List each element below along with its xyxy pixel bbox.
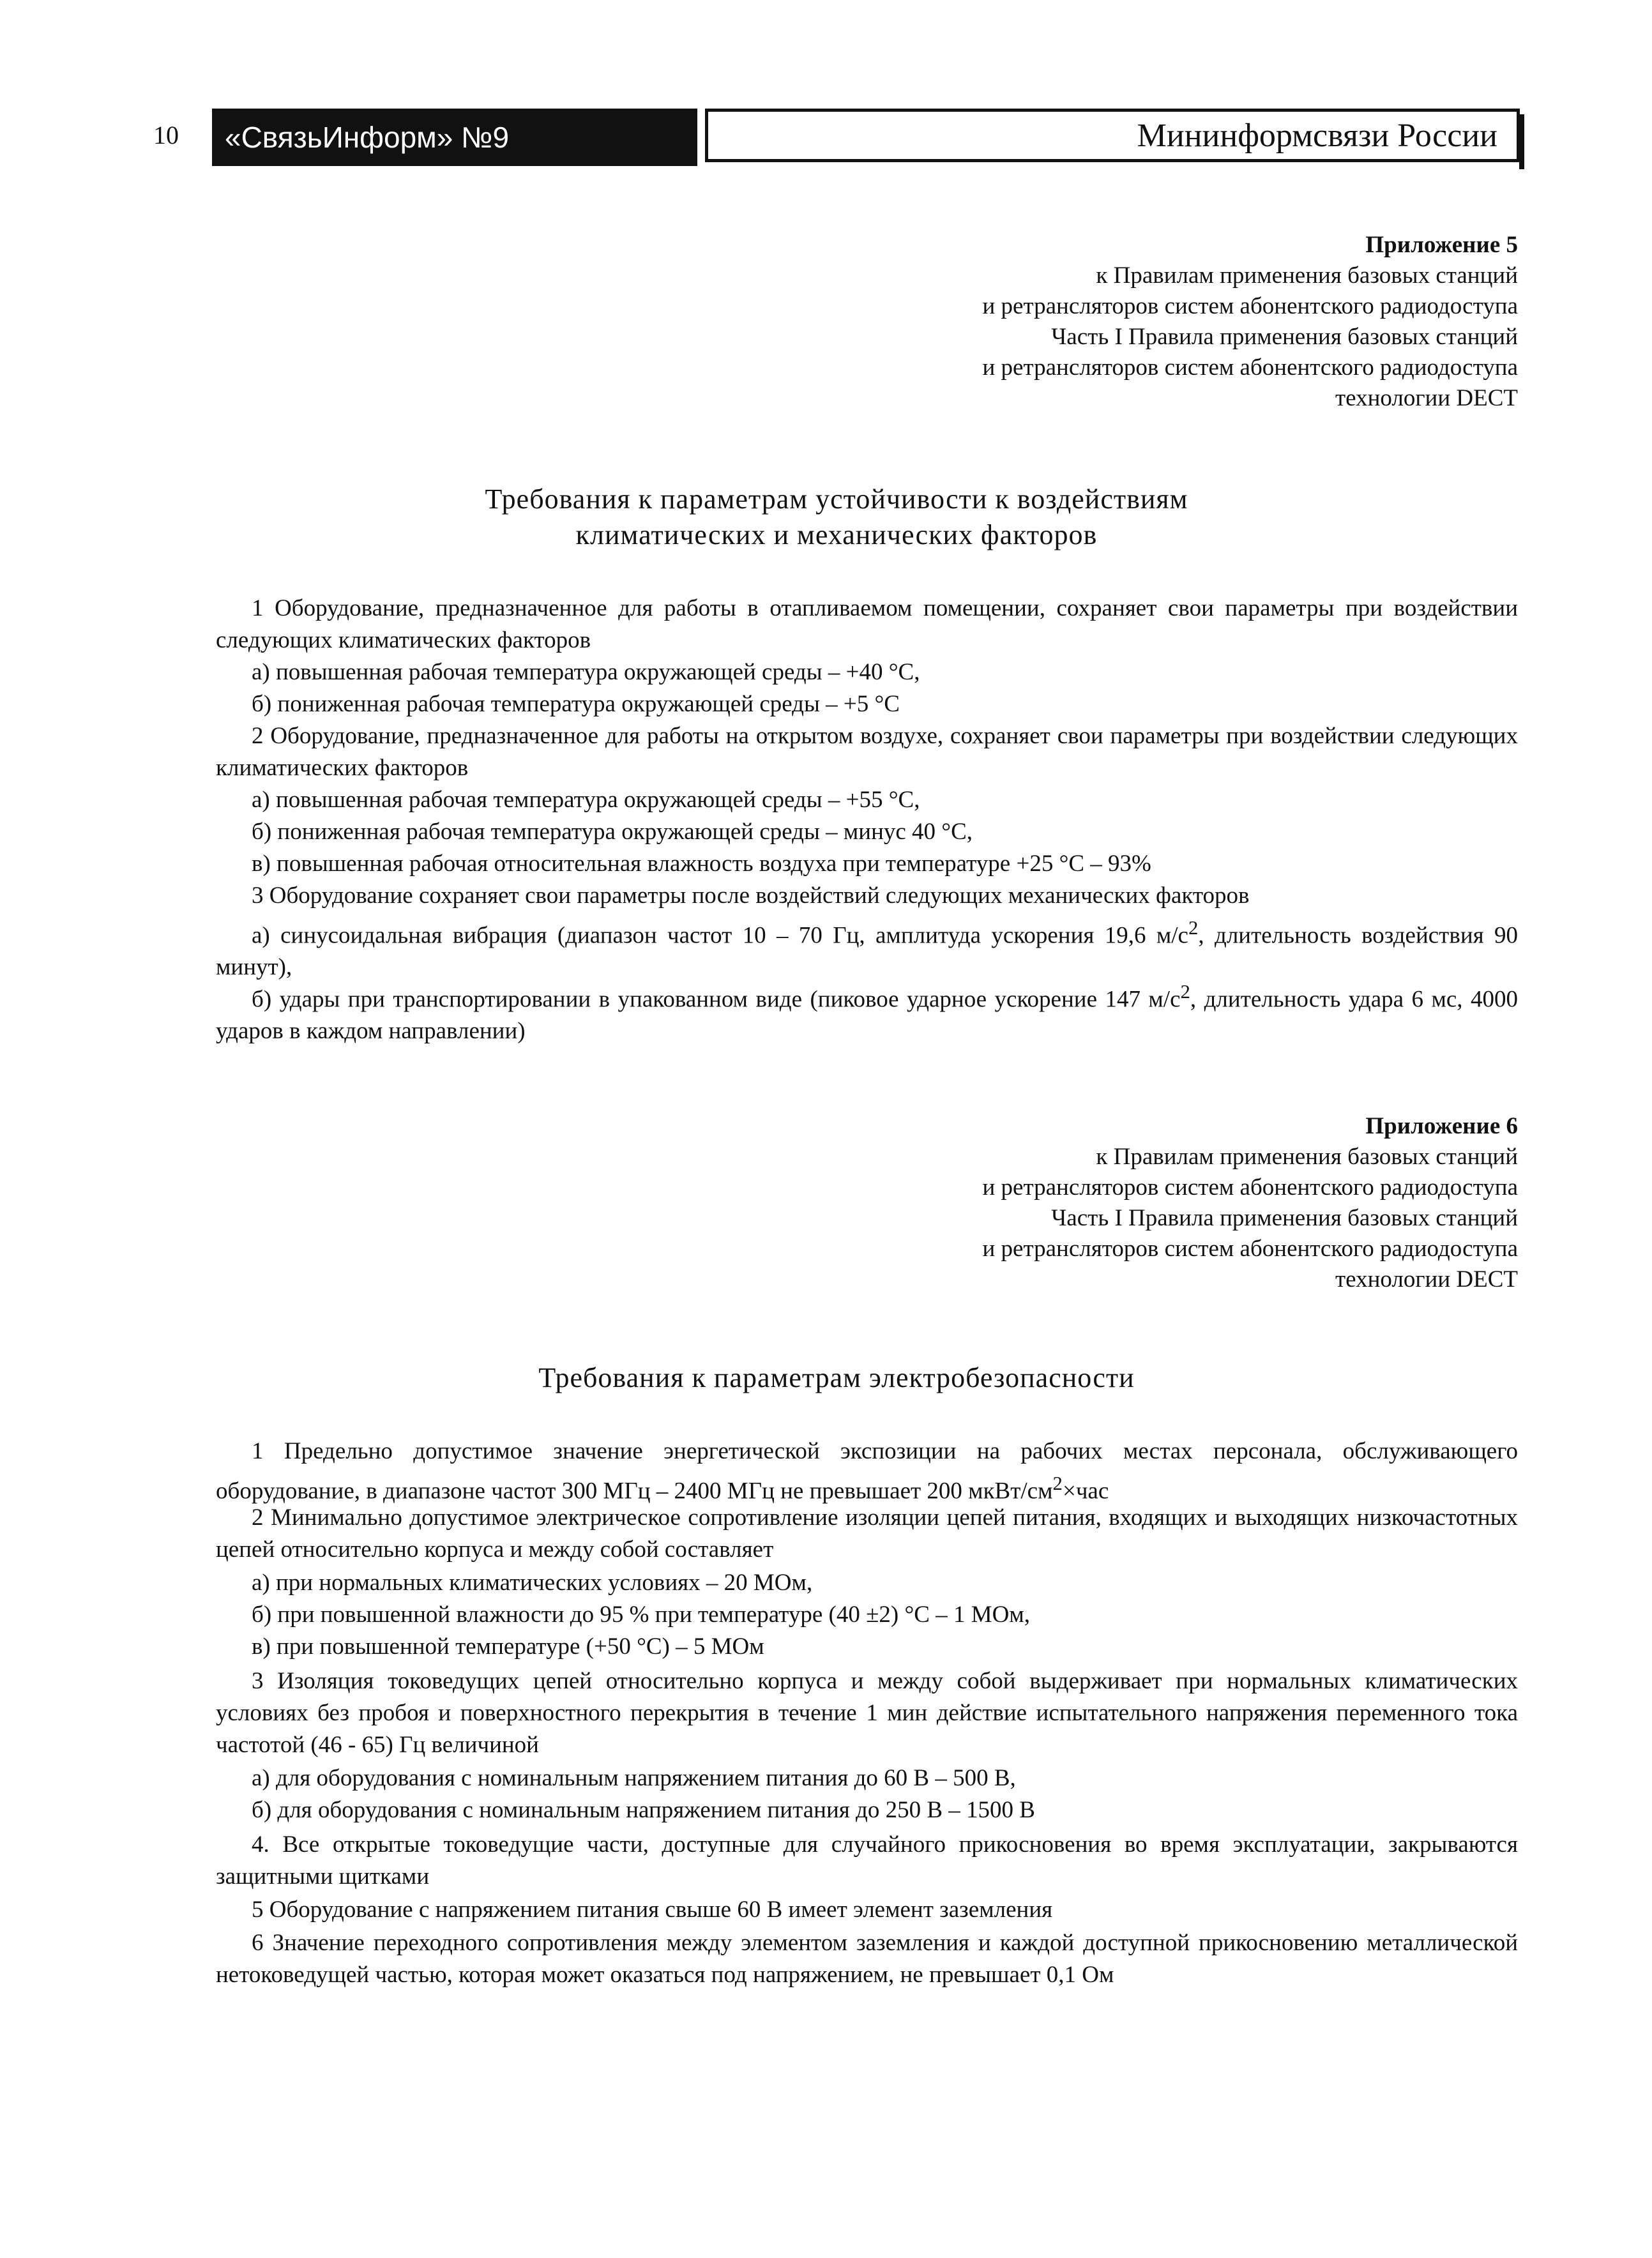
a5-paragraph-1: 1 Оборудование, предназначенное для работы в отапливаемом помещении, сохраняет свои параметры при воздействии следующих климатических факторов [216, 595, 1518, 653]
a5-item-1a: а) повышенная рабочая температура окружающей среды – +40 °С, [252, 659, 920, 685]
text-run: , длительность удара 6 мс, 4000 ударов в каждом направлении) [216, 986, 1518, 1045]
superscript: 2 [1188, 917, 1199, 939]
publication-label: «СвязьИнформ» №9 [212, 109, 697, 166]
a5-paragraph-2: 2 Оборудование, предназначенное для работы на открытом воздухе, сохраняет свои параметры при воздействии следующих климатических факторов [216, 723, 1518, 781]
appendix-6-line: к Правилам применения базовых станций [1096, 1144, 1518, 1170]
appendix-5-heading [153, 481, 1520, 553]
page-header [153, 109, 1520, 170]
a5-item-3b [216, 976, 1518, 1047]
appendix-6-line: технологии DECT [1335, 1266, 1518, 1292]
page-number: 10 [153, 121, 179, 149]
a5-item-2b: б) пониженная рабочая температура окружающей среды – минус 40 °С, [252, 819, 973, 845]
appendix-6-heading: Требования к параметрам электробезопасности [538, 1362, 1135, 1393]
text-run: 1 Предельно допустимое значение энергетической экспозиции на рабочих местах персонала, обслуживающего оборудование, в диапазоне частот 300 МГц – 2400 МГц не превышает 200 мкВт/см [216, 1438, 1518, 1504]
text-run: ×час [1062, 1478, 1109, 1504]
text-run: , длительность воздействия 90 минут), [216, 922, 1518, 981]
a5-item-1b: б) пониженная рабочая температура окружающей среды – +5 °С [252, 691, 900, 717]
superscript: 2 [1180, 981, 1190, 1003]
a6-paragraph-3: 3 Изоляция токоведущих цепей относительно корпуса и между собой выдерживает при нормальных климатических условиях без пробоя и поверхностного перекрытия в течение 1 мин действие испытательного напряжения переменного тока частотой (46 - 65) Гц величиной [216, 1668, 1518, 1758]
a6-item-3b: б) для оборудования с номинальным напряжением питания до 250 В – 1500 В [252, 1797, 1035, 1823]
appendix-5-line: к Правилам применения базовых станций [1096, 262, 1518, 289]
appendix-5-line: и ретрансляторов систем абонентского радиодоступа [982, 354, 1518, 381]
heading-line: климатических и механических факторов [575, 519, 1098, 550]
a6-paragraph-4: 4. Все открытые токоведущие части, доступные для случайного прикосновения во время эксплуатации, закрываются защитными щитками [216, 1831, 1518, 1890]
text-run: а) синусоидальная вибрация (диапазон частот 10 – 70 Гц, амплитуда ускорения 19,6 м/с [252, 922, 1188, 949]
a6-paragraph-1 [216, 1436, 1518, 1507]
a6-item-3a: а) для оборудования с номинальным напряжением питания до 60 В – 500 В, [252, 1765, 1016, 1791]
a6-item-2b: б) при повышенной влажности до 95 % при температуре (40 ±2) °С – 1 МОм, [252, 1602, 1030, 1628]
appendix-6-header [983, 1111, 1519, 1295]
heading-line: Требования к параметрам устойчивости к воздействиям [485, 483, 1188, 515]
appendix-5-header [983, 230, 1519, 414]
appendix-6-line: и ретрансляторов систем абонентского радиодоступа [982, 1174, 1518, 1201]
a6-paragraph-5: 5 Оборудование с напряжением питания свыше 60 В имеет элемент заземления [252, 1897, 1053, 1923]
appendix-5-line: Часть I Правила применения базовых станций [1051, 324, 1518, 350]
appendix-6-title: Приложение 6 [1365, 1113, 1518, 1139]
a6-paragraph-6: 6 Значение переходного сопротивления между элементом заземления и каждой доступной прикосновению металлической нетоковедущей частью, которая может оказаться под напряжением, не превышает 0,1 Ом [216, 1930, 1518, 1988]
appendix-6-line: Часть I Правила применения базовых станций [1051, 1205, 1518, 1231]
appendix-5-line: и ретрансляторов систем абонентского радиодоступа [982, 293, 1518, 319]
a6-item-2c: в) при повышенной температуре (+50 °С) – 5 МОм [252, 1633, 764, 1660]
appendix-6-line: и ретрансляторов систем абонентского радиодоступа [982, 1236, 1518, 1262]
superscript: 2 [1052, 1473, 1063, 1494]
appendix-5-line: технологии DECT [1335, 385, 1518, 411]
a6-paragraph-2: 2 Минимально допустимое электрическое сопротивление изоляции цепей питания, входящих и выходящих низкочастотных цепей относительно корпуса и между собой составляет [216, 1504, 1518, 1563]
a6-item-2a: а) при нормальных климатических условиях – 20 МОм, [252, 1570, 813, 1596]
a5-item-3a [216, 912, 1518, 983]
a5-item-2a: а) повышенная рабочая температура окружающей среды – +55 °С, [252, 787, 920, 813]
text-run: б) удары при транспортировании в упакованном виде (пиковое ударное ускорение 147 м/с [252, 986, 1181, 1013]
ministry-label: Мининформсвязи России [705, 109, 1520, 162]
a5-paragraph-3: 3 Оборудование сохраняет свои параметры после воздействий следующих механических факторов [252, 883, 1250, 909]
a5-item-2c: в) повышенная рабочая относительная влажность воздуха при температуре +25 °С – 93% [252, 851, 1151, 877]
appendix-5-title: Приложение 5 [1365, 232, 1518, 258]
